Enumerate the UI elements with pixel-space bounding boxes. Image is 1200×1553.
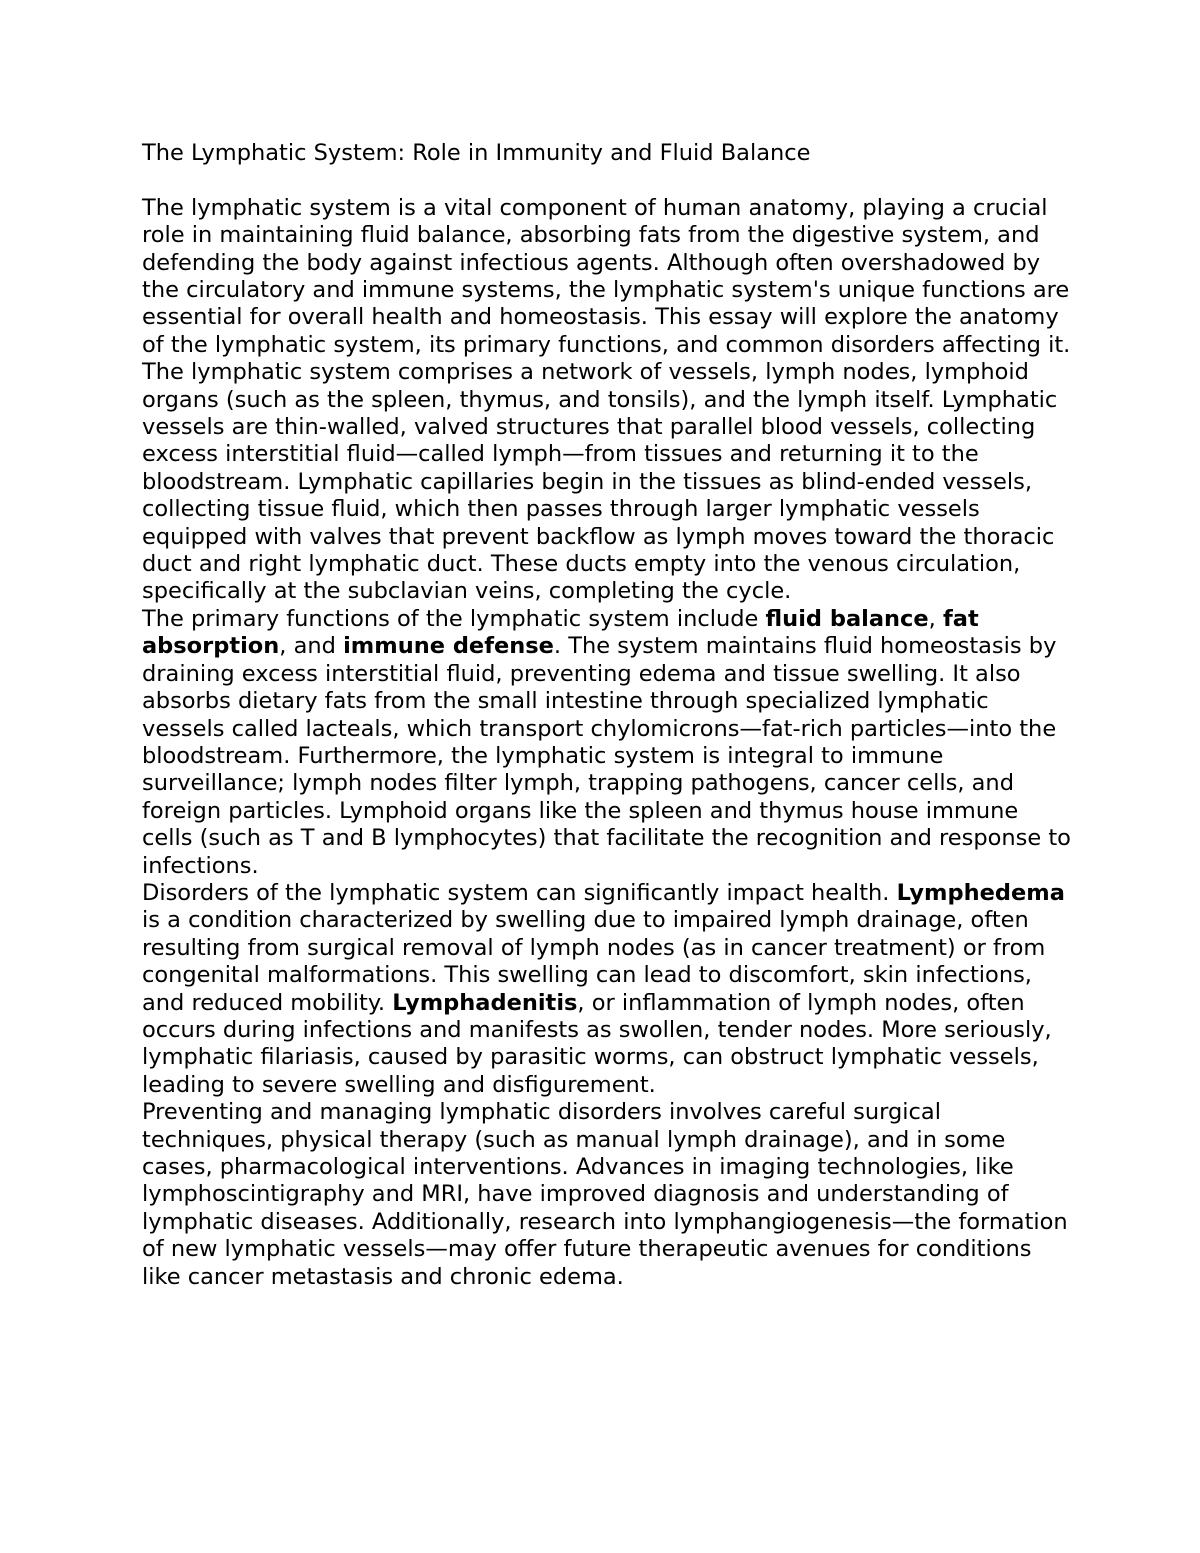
paragraph-management: Preventing and managing lymphatic disorders involves careful surgical techniques, physical therapy (such as manual lymph drainage), and in some cases, pharmacological interventions. Advances in imaging technologies, like lymphoscintigraphy and MRI, have improved diagnosis and understanding of lymphatic diseases. Additionally, research into lymphangiogenesis—the formation of new lymphatic vessels—may offer future therapeutic avenues for conditions like cancer metastasis and chronic edema.: [142, 1099, 1068, 1290]
paragraph-anatomy: The lymphatic system comprises a network of vessels, lymph nodes, lymphoid organs (such as the spleen, thymus, and tonsils), and the lymph itself. Lymphatic vessels are thin-walled, valved structures that parallel blood vessels, collecting excess interstitial fluid—called lymph—from tissues and returning it to the bloodstream. Lymphatic capillaries begin in the tissues as blind-ended vessels, collecting tissue fluid, which then passes through larger lymphatic vessels equipped with valves that prevent backflow as lymph moves toward the thoracic duct and right lymphatic duct. These ducts empty into the venous circulation, specifically at the subclavian veins, completing the cycle.: [142, 359, 1058, 605]
paragraph-functions: [142, 606, 1072, 880]
document-title: The Lymphatic System: Role in Immunity and Fluid Balance: [142, 140, 811, 166]
bold-term-fluid-balance: fluid balance: [765, 605, 929, 632]
text-segment: The primary functions of the lymphatic system include: [142, 605, 766, 632]
text-segment: , or inflammation of lymph nodes, often occurs during infections and manifests as swollen, tender nodes. More seriously, lymphatic filariasis, caused by parasitic worms, can obstruct lymphatic vessels, leading to severe swelling and disfigurement.: [142, 989, 1052, 1098]
paragraph-intro: The lymphatic system is a vital component of human anatomy, playing a crucial role in maintaining fluid balance, absorbing fats from the digestive system, and defending the body against infectious agents. Although often overshadowed by the circulatory and immune systems, the lymphatic system's unique functions are essential for overall health and homeostasis. This essay will explore the anatomy of the lymphatic system, its primary functions, and common disorders affecting it.: [142, 194, 1071, 358]
document-body: [142, 140, 1072, 1291]
text-segment: . The system maintains fluid homeostasis by draining excess interstitial fluid, preventing edema and tissue swelling. It also absorbs dietary fats from the small intestine through specialized lymphatic vessels called lacteals, which transport chylomicrons—fat-rich particles—into the bloodstream. Furthermore, the lymphatic system is integral to immune surveillance; lymph nodes filter lymph, trapping pathogens, cancer cells, and foreign particles. Lymphoid organs like the spleen and thymus house immune cells (such as T and B lymphocytes) that facilitate the recognition and response to infections.: [142, 633, 1071, 879]
bold-term-immune-defense: immune defense: [343, 633, 554, 660]
text-segment: ,: [928, 605, 943, 632]
bold-term-lymphadenitis: Lymphadenitis: [392, 989, 578, 1016]
bold-term-fat-absorption: fat absorption: [142, 605, 979, 660]
paragraph-disorders: [142, 880, 1072, 1099]
bold-term-lymphedema: Lymphedema: [896, 879, 1065, 906]
text-segment: , and: [279, 633, 344, 660]
text-segment: Disorders of the lymphatic system can significantly impact health.: [142, 879, 897, 906]
text-segment: is a condition characterized by swelling due to impaired lymph drainage, often resulting from surgical removal of lymph nodes (as in cancer treatment) or from congenital malformations. This swelling can lead to discomfort, skin infections, and reduced mobility.: [142, 907, 1046, 1016]
